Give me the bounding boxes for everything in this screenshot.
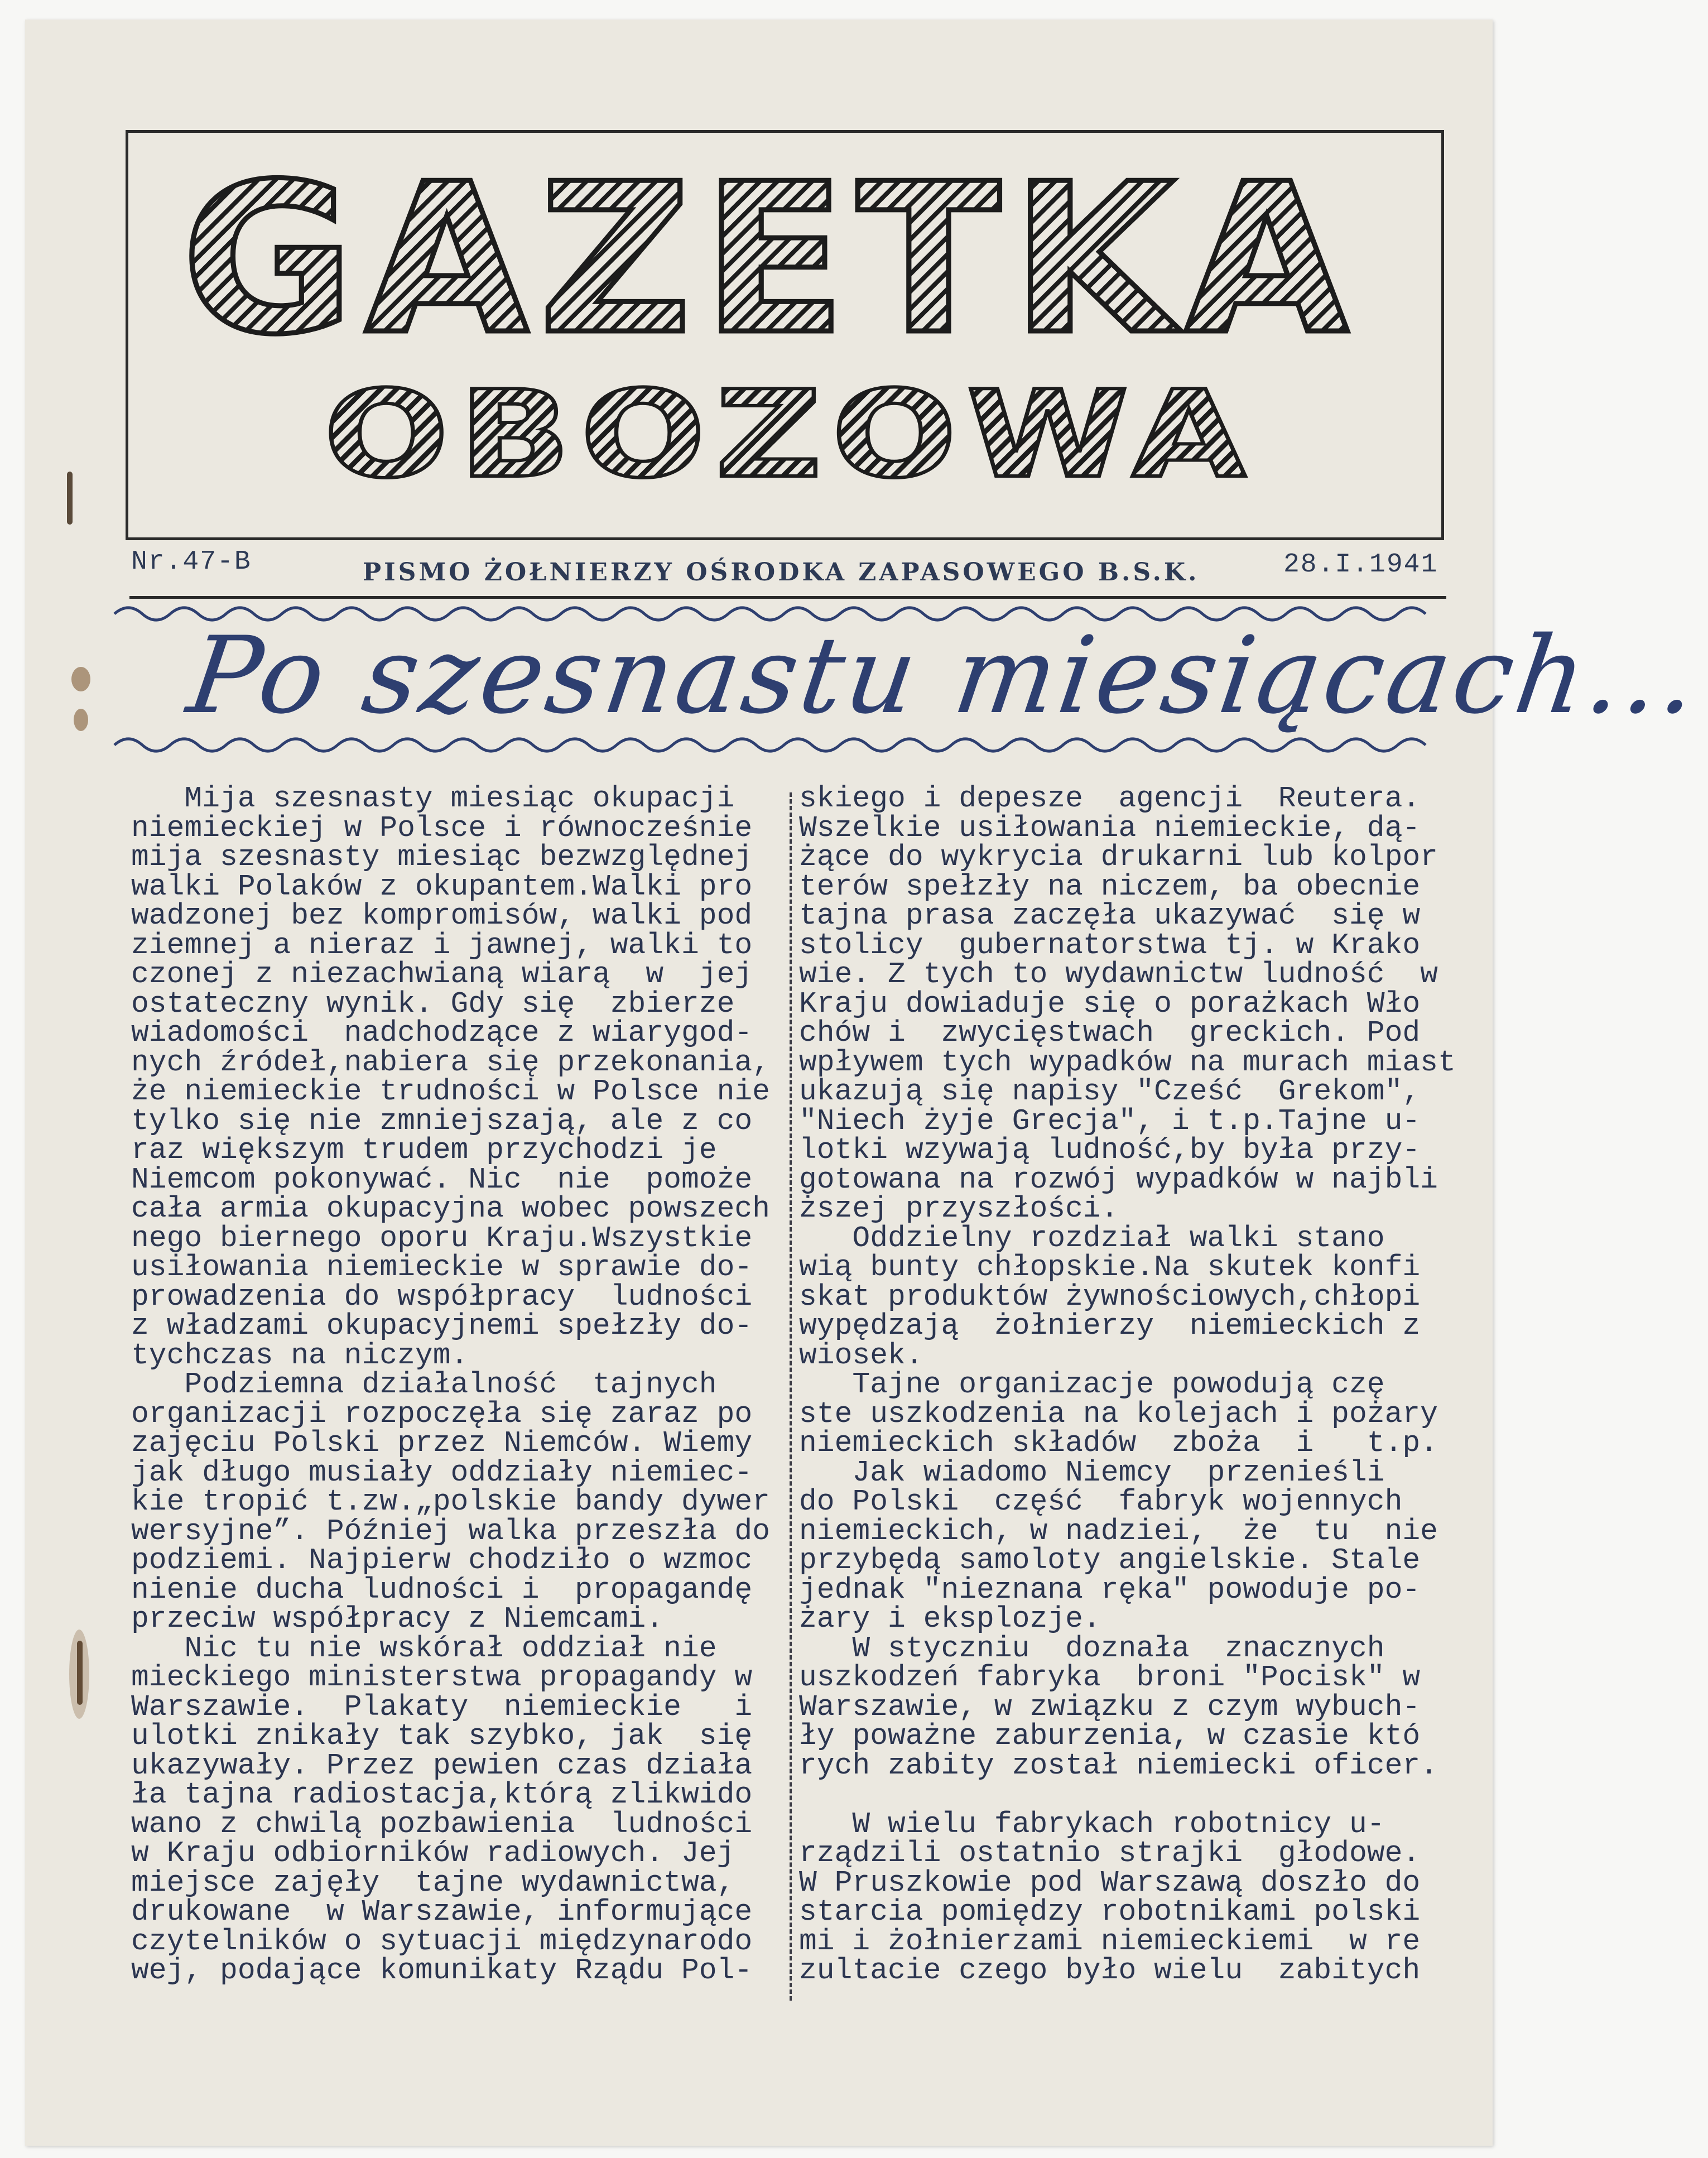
text-line: Podziemna działalność tajnych [131, 1368, 717, 1401]
text-line: wano z chwilą pozbawienia ludności [131, 1807, 753, 1841]
text-line: przeciw współpracy z Niemcami. [131, 1602, 664, 1636]
text-line: w Kraju odbiorników radiowych. Jej [131, 1837, 735, 1870]
text-line: że niemieckie trudności w Polsce nie [131, 1075, 770, 1108]
text-line: Oddzielny rozdział walki stano [799, 1221, 1385, 1255]
text-line: ziemnej a nieraz i jawnej, walki to [131, 928, 753, 962]
text-line: ły poważne zaburzenia, w czasie któ [799, 1719, 1421, 1753]
text-line: uszkodzeń fabryka broni "Pocisk" w [799, 1661, 1421, 1694]
text-line: ła tajna radiostacja,którą zlikwido [131, 1778, 753, 1811]
text-line: skat produktów żywnościowych,chłopi [799, 1280, 1421, 1314]
text-line: podziemi. Najpierw chodziło o wzmoc [131, 1544, 753, 1577]
text-line: W wielu fabrykach robotnicy u- [799, 1807, 1385, 1841]
rust-stain [69, 1630, 89, 1719]
text-line: Niemcom pokonywać. Nic nie pomoże [131, 1162, 753, 1196]
text-line: zajęciu Polski przez Niemców. Wiemy [131, 1426, 753, 1460]
rust-stain [71, 667, 90, 691]
text-line: raz większym trudem przychodzi je [131, 1133, 717, 1167]
text-line: gotowana na rozwój wypadków w najbli [799, 1162, 1438, 1196]
text-line: organizacji rozpoczęła się zaraz po [131, 1397, 753, 1431]
text-line: Mija szesnasty miesiąc okupacji [131, 782, 735, 815]
text-line: tajna prasa zaczęła ukazywać się w [799, 899, 1421, 933]
text-line: tylko się nie zmniejszają, ale z co [131, 1104, 753, 1138]
text-line: nego biernego oporu Kraju.Wszystkie [131, 1221, 753, 1255]
text-line: W Pruszkowie pod Warszawą doszło do [799, 1866, 1421, 1900]
text-line [799, 1780, 1456, 1810]
text-line: lotki wzywają ludność,by była przy- [799, 1133, 1421, 1167]
binding-hole-top [67, 472, 73, 525]
text-line: wie. Z tych to wydawnictw ludność w [799, 958, 1438, 991]
text-line: jak długo musiały oddziały niemiec- [131, 1455, 753, 1489]
text-line: żące do wykrycia drukarni lub kolpor [799, 840, 1438, 874]
text-line: z władzami okupacyjnemi spełzły do- [131, 1309, 753, 1343]
text-line: ulotki znikały tak szybko, jak się [131, 1719, 753, 1753]
publisher-line: PISMO ŻOŁNIERZY OŚRODKA ZAPASOWEGO B.S.K. [363, 558, 1200, 587]
text-line: ukazywały. Przez pewien czas działa [131, 1748, 753, 1782]
text-line: rządzili ostatnio strajki głodowe. [799, 1837, 1421, 1870]
text-line: tychczas na niczym. [131, 1338, 469, 1372]
column-divider [790, 792, 792, 2001]
masthead-frame [126, 130, 1444, 540]
text-line: "Niech żyje Grecja", i t.p.Tajne u- [799, 1104, 1421, 1138]
text-line: mieckiego ministerstwa propagandy w [131, 1661, 753, 1694]
text-line: wadzonej bez kompromisów, walki pod [131, 899, 753, 933]
text-line: walki Polaków z okupantem.Walki pro [131, 869, 753, 903]
text-line: skiego i depesze agencji Reutera. [799, 782, 1421, 815]
text-line: ste uszkodzenia na kolejach i pożary [799, 1397, 1438, 1431]
text-line: mi i żołnierzami niemieckiemi w re [799, 1924, 1421, 1958]
text-line: Warszawie, w związku z czym wybuch- [799, 1690, 1421, 1724]
text-line: Wszelkie usiłowania niemieckie, dą- [799, 811, 1421, 845]
text-line: W styczniu doznała znacznych [799, 1631, 1385, 1665]
text-line: kie tropić t.zw.„polskie bandy dywer [131, 1485, 770, 1518]
text-line: drukowane w Warszawie, informujące [131, 1895, 753, 1929]
wavy-rule-bottom [114, 731, 1454, 759]
text-line: usiłowania niemieckie w sprawie do- [131, 1251, 753, 1284]
text-line: starcia pomiędzy robotnikami polski [799, 1895, 1421, 1929]
text-line: wią bunty chłopskie.Na skutek konfi [799, 1251, 1421, 1284]
text-line: stolicy gubernatorstwa tj. w Krako [799, 928, 1421, 962]
text-line: niemieckich, w nadziei, że tu nie [799, 1514, 1438, 1548]
article-column-left [131, 784, 770, 1986]
text-line: wiadomości nadchodzące z wiarygod- [131, 1016, 753, 1050]
text-line: żary i eksplozje. [799, 1602, 1101, 1636]
text-line: ostateczny wynik. Gdy się zbierze [131, 987, 735, 1021]
text-line: Kraju dowiaduje się o porażkach Wło [799, 987, 1421, 1021]
text-line: niemieckich składów zboża i t.p. [799, 1426, 1438, 1460]
text-line: ższej przyszłości. [799, 1192, 1119, 1225]
text-line: zultacie czego było wielu zabitych [799, 1954, 1421, 1987]
text-line: czytelników o sytuacji międzynarodo [131, 1924, 753, 1958]
text-line: terów spełzły na niczem, ba obecnie [799, 869, 1421, 903]
text-line: wersyjne”. Później walka przeszła do [131, 1514, 770, 1548]
text-line: rych zabity został niemiecki oficer. [799, 1748, 1438, 1782]
text-line: Nic tu nie wskórał oddział nie [131, 1631, 717, 1665]
text-line: mija szesnasty miesiąc bezwzględnej [131, 840, 753, 874]
text-line: prowadzenia do współpracy ludności [131, 1280, 753, 1314]
issue-number: Nr.47-B [131, 547, 252, 577]
text-line: Warszawie. Plakaty niemieckie i [131, 1690, 753, 1724]
text-line: nych źródeł,nabiera się przekonania, [131, 1045, 770, 1079]
issue-date: 28.I.1941 [1283, 550, 1438, 580]
text-line: czonej z niezachwianą wiarą w jej [131, 958, 753, 991]
header-rule [129, 596, 1446, 599]
text-line: jednak "nieznana ręka" powoduje po- [799, 1573, 1421, 1607]
text-line: Jak wiadomo Niemcy przenieśli [799, 1455, 1385, 1489]
text-line: wiosek. [799, 1338, 923, 1372]
text-line: Tajne organizacje powodują czę [799, 1368, 1385, 1401]
text-line: nienie ducha ludności i propagandę [131, 1573, 753, 1607]
text-line: wej, podające komunikaty Rządu Pol- [131, 1954, 753, 1987]
article-column-right [799, 784, 1456, 1986]
text-line: niemieckiej w Polsce i równocześnie [131, 811, 753, 845]
text-line: przybędą samoloty angielskie. Stale [799, 1544, 1421, 1577]
text-line: chów i zwycięstwach greckich. Pod [799, 1016, 1421, 1050]
masthead-title-art [128, 133, 1441, 537]
text-line: wpływem tych wypadków na murach miast [799, 1045, 1456, 1079]
text-line: wypędzają żołnierzy niemieckich z [799, 1309, 1421, 1343]
text-line: cała armia okupacyjna wobec powszech [131, 1192, 770, 1225]
text-line: miejsce zajęły tajne wydawnictwa, [131, 1866, 735, 1900]
rust-stain [74, 709, 88, 731]
headline: Po szesnastu miesiącach... [181, 614, 1708, 737]
masthead-title: GAZETKA [181, 140, 1359, 380]
text-line: do Polski część fabryk wojennych [799, 1485, 1403, 1518]
text-line: ukazują się napisy "Cześć Grekom", [799, 1075, 1421, 1108]
masthead-subtitle: OBOZOWA [324, 364, 1255, 504]
